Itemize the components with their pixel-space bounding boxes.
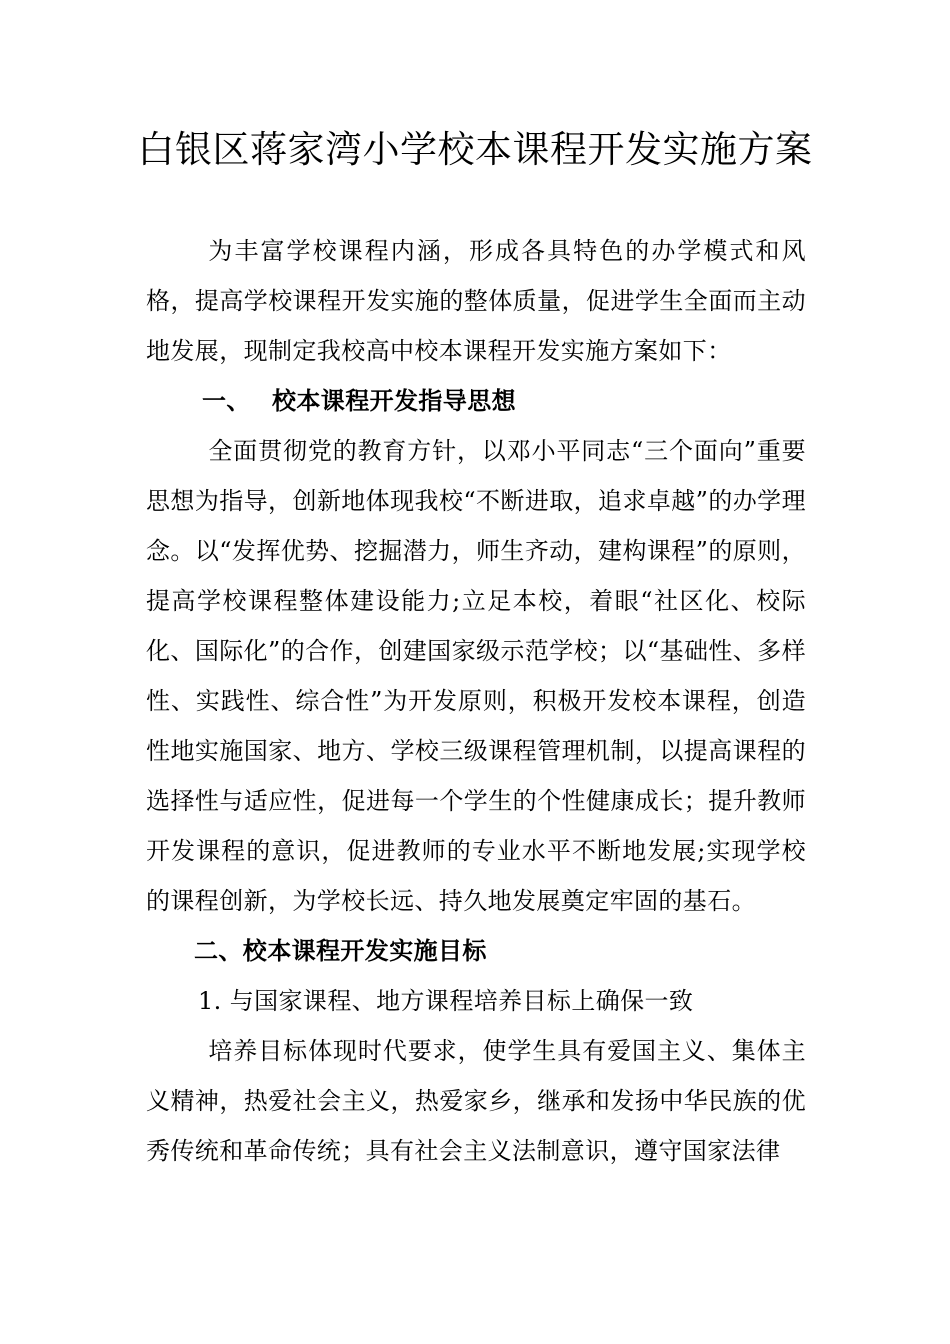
intro-paragraph: 为丰富学校课程内涵，形成各具特色的办学模式和风格，提高学校课程开发实施的整体质量，促进学生全面而主动地发展，现制定我校高中校本课程开发实施方案如下： bbox=[146, 237, 806, 365]
section-1-heading bbox=[146, 376, 806, 426]
section-1-number: 一、 bbox=[202, 387, 251, 415]
section-1-title: 校本课程开发指导思想 bbox=[272, 387, 516, 415]
section-2-paragraph: 培养目标体现时代要求，使学生具有爱国主义、集体主义精神，热爱社会主义，热爱家乡，继承和发扬中华民族的优秀传统和革命传统；具有社会主义法制意识，遵守国家法律 bbox=[146, 1037, 806, 1165]
section-2-heading: 二、校本课程开发实施目标 bbox=[194, 937, 487, 965]
document-body bbox=[146, 226, 806, 1176]
document-title: 白银区蒋家湾小学校本课程开发实施方案 bbox=[137, 128, 813, 171]
section-2-subheading: 1. 与国家课程、地方课程培养目标上确保一致 bbox=[198, 987, 694, 1015]
section-1-paragraph: 全面贯彻党的教育方针，以邓小平同志“三个面向”重要思想为指导，创新地体现我校“不断进取，追求卓越”的办学理念。以“发挥优势、挖掘潜力，师生齐动，建构课程”的原则，提高学校课程整体建设能力;立足本校，着眼“社区化、校际化、国际化”的合作，创建国家级示范学校；以“基础性、多样性、实践性、综合性”为开发原则，积极开发校本课程，创造性地实施国家、地方、学校三级课程管理机制，以提高课程的选择性与适应性，促进每一个学生的个性健康成长；提升教师开发课程的意识，促进教师的专业水平不断地发展;实现学校的课程创新，为学校长远、持久地发展奠定牢固的基石。 bbox=[146, 437, 806, 915]
